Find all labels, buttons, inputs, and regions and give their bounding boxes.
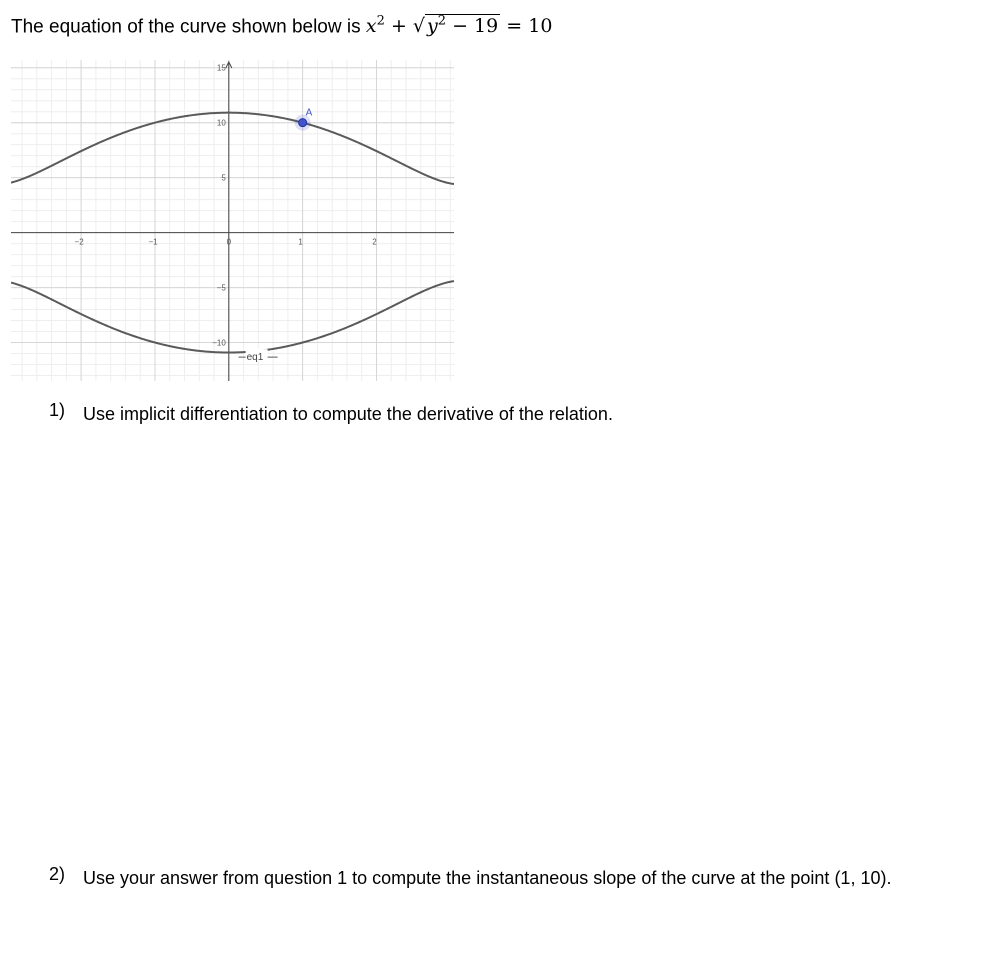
y-tick-label: 5 <box>221 173 226 183</box>
eq-equals: = <box>506 15 523 38</box>
question-1-text: Use implicit differentiation to compute the derivative of the relation. <box>83 404 613 424</box>
eq-y: y <box>427 15 438 38</box>
eq-y-exponent: 2 <box>437 14 447 29</box>
question-1-number: 1) <box>49 400 66 420</box>
x-tick-label: 1 <box>298 237 303 247</box>
eq-constant: 19 <box>474 15 499 38</box>
graph <box>11 60 454 381</box>
curve-upper-branch <box>11 113 454 184</box>
x-tick-label: 0 <box>226 237 232 247</box>
eq-radicand <box>425 14 500 37</box>
y-tick-label: −10 <box>212 338 226 348</box>
x-tick-label: 2 <box>372 237 377 247</box>
y-tick-label: 10 <box>216 118 226 128</box>
eq-sqrt-sign: √ <box>412 15 426 38</box>
eq-minus: − <box>452 15 468 38</box>
point-a-label: A <box>305 107 313 119</box>
eq-x-exponent: 2 <box>376 14 385 29</box>
eq-x: x <box>365 15 377 38</box>
y-tick-label: 15 <box>216 63 226 73</box>
equation <box>366 15 553 37</box>
question-2-text: Use your answer from question 1 to compute the instantaneous slope of the curve at the point (1, 10). <box>83 868 892 888</box>
y-tick-label: −5 <box>216 283 226 293</box>
eq-rhs: 10 <box>528 15 553 38</box>
eq-plus: + <box>390 15 407 38</box>
question-2-number: 2) <box>49 864 66 884</box>
problem-statement <box>11 14 552 38</box>
x-tick-label: −1 <box>148 237 158 247</box>
x-tick-label: −2 <box>74 237 84 247</box>
curve-label: eq1 <box>246 352 264 364</box>
problem-lead-text: The equation of the curve shown below is <box>11 16 361 38</box>
point-a <box>299 119 307 127</box>
curve-lower-branch <box>11 281 454 352</box>
